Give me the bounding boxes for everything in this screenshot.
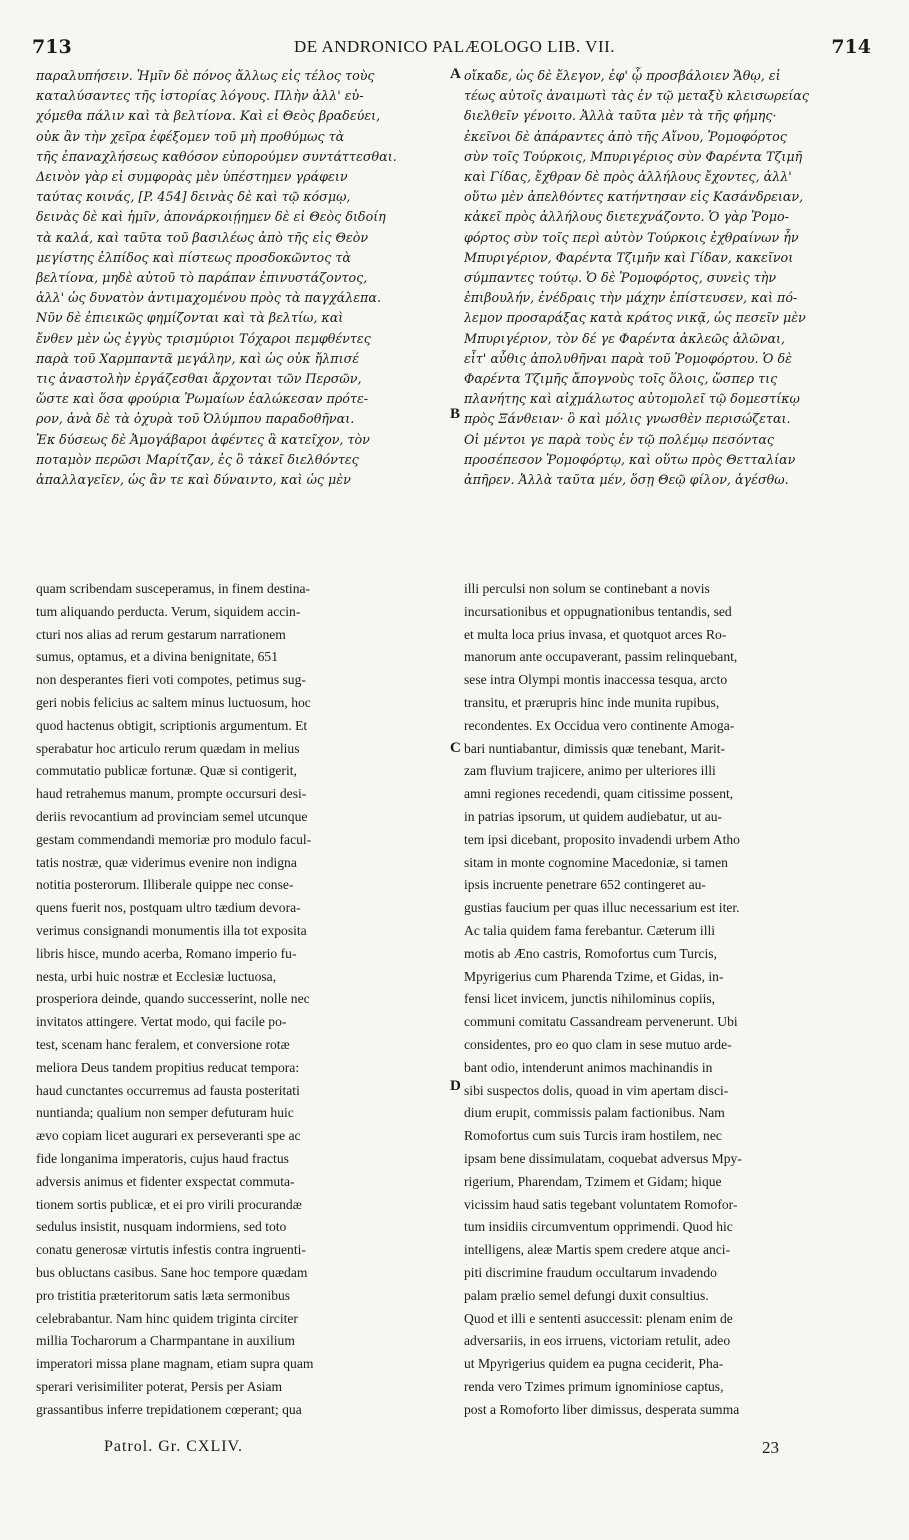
text-line: σὺν τοῖς Τούρκοις, Μπυριγέριος σὺν Φαρέντα Τζιμῆ [464,148,803,164]
text-line: considentes, pro eo quo clam in sese mutuo arde- [464,1036,732,1052]
text-line: motis ab Æno castris, Romofortus cum Turcis, [464,945,717,961]
text-line: et multa loca prius invasa, et quotquot arces Ro- [464,626,727,642]
text-line: καὶ Γίδας, ἔχθραν δὲ πρὸς ἀλλήλους ἔχοντες, ἀλλ' [464,169,792,185]
text-line: ἔνθεν μὲν ὡς ἐγγὺς τρισμύριοι Τόχαροι πεμφθέντες [36,330,371,346]
text-line: bari nuntiabantur, dimissis quæ tenebant, Marit- [464,740,726,756]
text-line: κἀκεῖ πρὸς ἀλλήλους διετεχνάζοντο. Ὁ γὰρ Ῥομο- [464,209,789,225]
greek-column-right [464,66,876,490]
text-line: deriis revocantium ad provinciam semel utcunque [36,808,308,824]
text-line: prosperiora deinde, quando successerint, nolle nec [36,991,310,1007]
text-line: οὕτω μὲν ἀπελθόντες κατήντησαν εἰς Κασάνδρειαν, [464,189,804,205]
text-line: grassantibus inferre trepidationem cœperant; qua [36,1401,302,1417]
margin-letter-c: C [450,740,461,756]
text-line: geri nobis felicius ac saltem minus luctuosum, hoc [36,694,311,710]
text-line: gestam commendandi memoriæ pro modulo facul- [36,831,312,847]
text-line: δεινὰς δὲ καὶ ἡμῖν, ἀπονάρκοιῄημεν δὲ εἰ Θεὸς διδοίη [36,209,386,225]
text-line: recondentes. Ex Occidua vero continente Amoga- [464,717,735,733]
text-line: ἀλλ' ὡς δυνατὸν ἀντιμαχομένου πρὸς τὰ παγχάλεπα. [36,290,381,306]
text-line: dium erupit, commissis palam factionibus. Nam [464,1105,725,1121]
text-line: cturi nos alias ad rerum gestarum narrationem [36,626,286,642]
left-page-number: 713 [32,36,72,58]
text-line: sperari verisimiliter poterat, Persis per Asiam [36,1378,283,1394]
text-line: ταύτας κοινάς, [P. 454] δεινὰς δὲ καὶ τῷ κόσμῳ, [36,189,351,205]
text-line: commutatio publicæ fortunæ. Quæ si contigerit, [36,763,297,779]
text-line: nuntianda; qualium non semper defuturam huic [36,1105,294,1121]
text-line: ρον, ἀνὰ δὲ τὰ ὀχυρὰ τοῦ Ὀλύμπου παραδοθῆναι. [36,411,355,427]
footer-series: Patrol. Gr. CXLIV. [104,1438,244,1455]
text-line: πλανήτης καὶ αἰχμάλωτος αὐτομολεῖ τῷ δομεστίκῳ [464,391,800,407]
text-line: Φαρέντα Τζιμῆς ἄπογνοὺς τοῖς ὅλοις, ὥσπερ τις [464,371,778,387]
text-line: notitia posterorum. Illiberale quippe nec conse- [36,877,294,893]
text-line: post a Romoforto liber dimissus, desperata summa [464,1401,740,1417]
text-line: βελτίονα, μηδὲ αὐτοῦ τὸ παράπαν ἐπινυστάζοντος, [36,270,368,286]
text-line: φόρτος σὺν τοῖς περὶ αὐτὸν Τούρκοις ἐχθραίνων ἦν [464,229,799,245]
text-line: celebrabantur. Nam hinc quidem triginta circiter [36,1310,298,1326]
margin-letter-b: B [450,406,461,422]
text-line: illi perculsi non solum se continebant a novis [464,581,710,596]
text-line: πρὸς Ξάνθειαν· ὃ καὶ μόλις γνωσθὲν περισώζεται. [464,411,791,427]
latin-column-left [36,578,448,1421]
text-line: libris hisce, mundo acerba, Romano imperio fu- [36,945,297,961]
text-line: gustias faucium per quas illuc necessarium est iter. [464,900,740,916]
text-line: ipsis incruente penetrare 652 contingeret au- [464,877,706,893]
text-line: conatu generosæ virtutis infestis contra ingruenti- [36,1242,306,1258]
text-line: communi comitatu Cassandream pervenerunt. Ubi [464,1014,738,1030]
text-line: ὥστε καὶ ὅσα φρούρια Ῥωμαίων ἑαλώκεσαν πρότε- [36,391,369,407]
text-line: τὰ καλά, καὶ ταῦτα τοῦ βασιλέως ἀπὸ τῆς εἰς Θεὸν [36,229,369,245]
footer-signature: 23 [762,1438,779,1457]
text-line: imperatori missa plane magnam, etiam supra quam [36,1356,314,1372]
text-line: transitu, et prærupris hinc inde munita rupibus, [464,694,720,710]
text-line: nesta, urbi huic nostræ et Ecclesiæ luctuosa, [36,968,277,984]
text-line: adversis animus et fidenter exspectat commuta- [36,1173,295,1189]
text-line: non desperantes fieri voti compotes, petimus sug- [36,672,306,688]
text-line: σύμπαντες τούτῳ. Ὁ δὲ Ῥομοφόρτος, συνεὶς τὴν [464,270,777,286]
text-line: fensi licet invicem, junctis nihilominus copiis, [464,991,716,1007]
text-line: fide longanima imperatoris, cujus haud fractus [36,1150,289,1166]
text-line: sibi suspectos dolis, quoad in vim apertam disci- [464,1082,729,1098]
text-line: προσέπεσον Ῥομοφόρτῳ, καὶ οὕτω πρὸς Θετταλίαν [464,451,796,467]
text-line: οὐκ ἂν τὴν χεῖρα ἐφέξομεν τοῦ μὴ προθύμως τὰ [36,128,345,144]
text-line: τις ἀναστολὴν ἐργάζεσθαι ἄρχονται τῶν Περσῶν, [36,371,362,387]
text-line: Νῦν δὲ ἐπιεικῶς φημίζονται καὶ τὰ βελτίω, καὶ [36,310,344,326]
text-line: adversariis, in eos irruens, victoriam retulit, adeo [464,1333,731,1349]
text-line: renda vero Tzimes primum ignominiose captus, [464,1378,724,1394]
running-header [0,36,909,62]
text-line: sumus, optamus, et a divina benignitate, 651 [36,649,279,665]
text-line: Romofortus cum suis Turcis iram hostilem, nec [464,1128,722,1144]
text-line: tem ipsi dicebant, proposito invadendi urbem Atho [464,831,740,847]
text-line: Μπυριγέριον, τὸν δέ γε Φαρέντα ἀκλεῶς ἁλῶναι, [464,330,786,346]
text-line: verimus consignandi monumentis illa tot exposita [36,922,307,938]
text-line: sperabatur hoc articulo rerum quædam in melius [36,740,300,756]
text-line: τέως αὐτοῖς ἀναιμωτὶ τὰς ἐν τῷ μεταξὺ κλεισωρείας [464,88,809,104]
text-line: quam scribendam susceperamus, in finem destina- [36,581,311,596]
text-line: Quod et illi e sententi asuccessit: plenam enim de [464,1310,733,1326]
text-line: zam fluvium trajicere, animo per ulteriores illi [464,763,716,779]
text-line: test, scenam hanc feralem, et conversione rotæ [36,1036,290,1052]
text-line: sitam in monte cognomine Macedoniæ, si tamen [464,854,728,870]
text-line: haud retrahemus manum, prompte occursuri desi- [36,786,307,802]
text-line: piti discrimine fraudum occultarum invadendo [464,1264,717,1280]
text-line: Ac talia quidem fama ferebantur. Cæterum illi [464,922,716,938]
margin-letter-d: D [450,1078,461,1094]
margin-letter-a: A [450,66,461,82]
right-page-number: 714 [831,36,871,58]
text-line: ἐκεῖνοι δὲ ἀπάραντες ἀπὸ τῆς Αἴνου, Ῥομοφόρτος [464,128,787,144]
text-line: Δεινὸν γὰρ εἰ συμφορὰς μὲν ὑπέστημεν γράφειν [36,169,348,185]
text-line: οἴκαδε, ὡς δὲ ἔλεγον, ἐφ' ᾧ προσβάλοιεν Ἄθῳ, εἰ [464,68,781,83]
text-line: παραλυπήσειν. Ἡμῖν δὲ πόνος ἄλλως εἰς τέλος τοὺς [36,68,375,83]
greek-column-left [36,66,448,490]
text-line: ἀπαλλαγεῖεν, ὡς ἂν τε καὶ δύναιντο, καὶ ὡς μὲν [36,472,351,488]
text-line: Mpyrigerius cum Pharenda Tzime, et Gidas, in- [464,968,724,984]
text-line: tionem sortis publicæ, et ei pro virili procurandæ [36,1196,302,1212]
text-line: millia Tocharorum a Charmpantane in auxilium [36,1333,295,1349]
text-line: bus obluctans casibus. Sane hoc tempore quædam [36,1264,308,1280]
text-line: ævo copiam licet augurari ex perseveranti spe ac [36,1128,301,1144]
text-line: bant odio, intenderunt animos machinandis in [464,1059,713,1075]
text-line: διελθεῖν γένοιτο. Ἀλλὰ ταῦτα μὲν τὰ τῆς φήμης· [464,108,777,124]
text-line: haud cunctantes occurremus ad fausta posteritati [36,1082,300,1098]
running-title: DE ANDRONICO PALÆOLOGO LIB. VII. [293,37,616,56]
text-line: καταλύσαντες τῆς ἱστορίας λόγους. Πλὴν ἀλλ' εὐ- [36,88,364,104]
text-line: ut Mpyrigerius quidem ea pugna ceciderit, Pha- [464,1356,724,1372]
text-line: tum insidiis circumventum opprimendi. Quod hic [464,1219,733,1235]
text-line: Οἱ μέντοι γε παρὰ τοὺς ἐν τῷ πολέμῳ πεσόντας [464,431,774,447]
latin-column-right [464,578,876,1421]
text-line: ἀπῆρεν. Ἀλλὰ ταῦτα μέν, ὅσῃ Θεῷ φίλον, ἀγέσθω. [464,472,789,488]
text-line: palam prælio semel defungi duxit consultius. [464,1287,709,1303]
text-line: invitatos attingere. Vertat modo, qui facile po- [36,1014,287,1030]
text-line: ipsam bene dissimulatam, coquebat adversus Mpy- [464,1150,742,1166]
text-line: rigerium, Pharendam, Tzimem et Gidam; hique [464,1173,722,1189]
text-line: ἐπιβουλήν, ἐνέδραις τὴν μάχην ἐπίστευσεν, καὶ πό- [464,290,798,306]
text-line: quens fuerit nos, postquam ultro tædium devora- [36,900,301,916]
text-line: sedulus insistit, nusquam indormiens, sed toto [36,1219,287,1235]
text-line: μεγίστης ἐλπίδος καὶ πίστεως προσδοκῶντος τὰ [36,249,351,265]
text-line: παρὰ τοῦ Χαρμπαντᾶ μεγάλην, καὶ ὡς οὐκ ἤλπισέ [36,350,360,366]
text-line: incursationibus et oppugnationibus tentandis, sed [464,603,732,619]
text-line: tatis nostræ, quæ viderimus evenire non indigna [36,854,297,870]
text-line: tum aliquando perducta. Verum, siquidem accin- [36,603,301,619]
text-line: quod hactenus obtigit, scriptionis argumentum. Et [36,717,308,733]
text-line: ποταμὸν περῶσι Μαρίτζαν, ἐς ὃ τἀκεῖ διελθόντες [36,451,359,467]
text-line: εἶτ' αὖθις ἀπολυθῆναι παρὰ τοῦ Ῥομοφόρτου. Ὁ δὲ [464,350,792,366]
text-line: meliora Deus tandem propitius reducat tempora: [36,1059,300,1075]
text-line: τῆς ἐπαναχλήσεως καθόσον εὐπορούμεν συντάττεσθαι. [36,148,397,164]
text-line: χόμεθα πάλιν καὶ τὰ βελτίονα. Καὶ εἰ Θεὸς βραδεύει, [36,108,381,124]
text-line: λεμον προσαράξας κατὰ κράτος νικᾷ, ὡς πεσεῖν μὲν [464,310,806,326]
text-line: intelligens, aleæ Martis spem credere atque anci- [464,1242,731,1258]
text-line: manorum ante occupaverant, passim relinquebant, [464,649,738,665]
text-line: vicissim haud satis tegebant voluntatem Romofor- [464,1196,738,1212]
text-line: pro tristitia præteritorum satis læta sermonibus [36,1287,291,1303]
text-line: Μπυριγέριον, Φαρέντα Τζιμῆν καὶ Γίδαν, κακεῖνοι [464,249,794,265]
text-line: sese intra Olympi montis inaccessa tesqua, arcto [464,672,728,688]
text-line: amni regiones recedendi, quam citissime possent, [464,786,734,802]
text-line: in patrias ipsorum, ut quidem audiebatur, ut au- [464,808,723,824]
text-line: Ἐκ δύσεως δὲ Ἀμογάβαροι ἀφέντες ἃ κατεῖχον, τὸν [36,431,370,447]
